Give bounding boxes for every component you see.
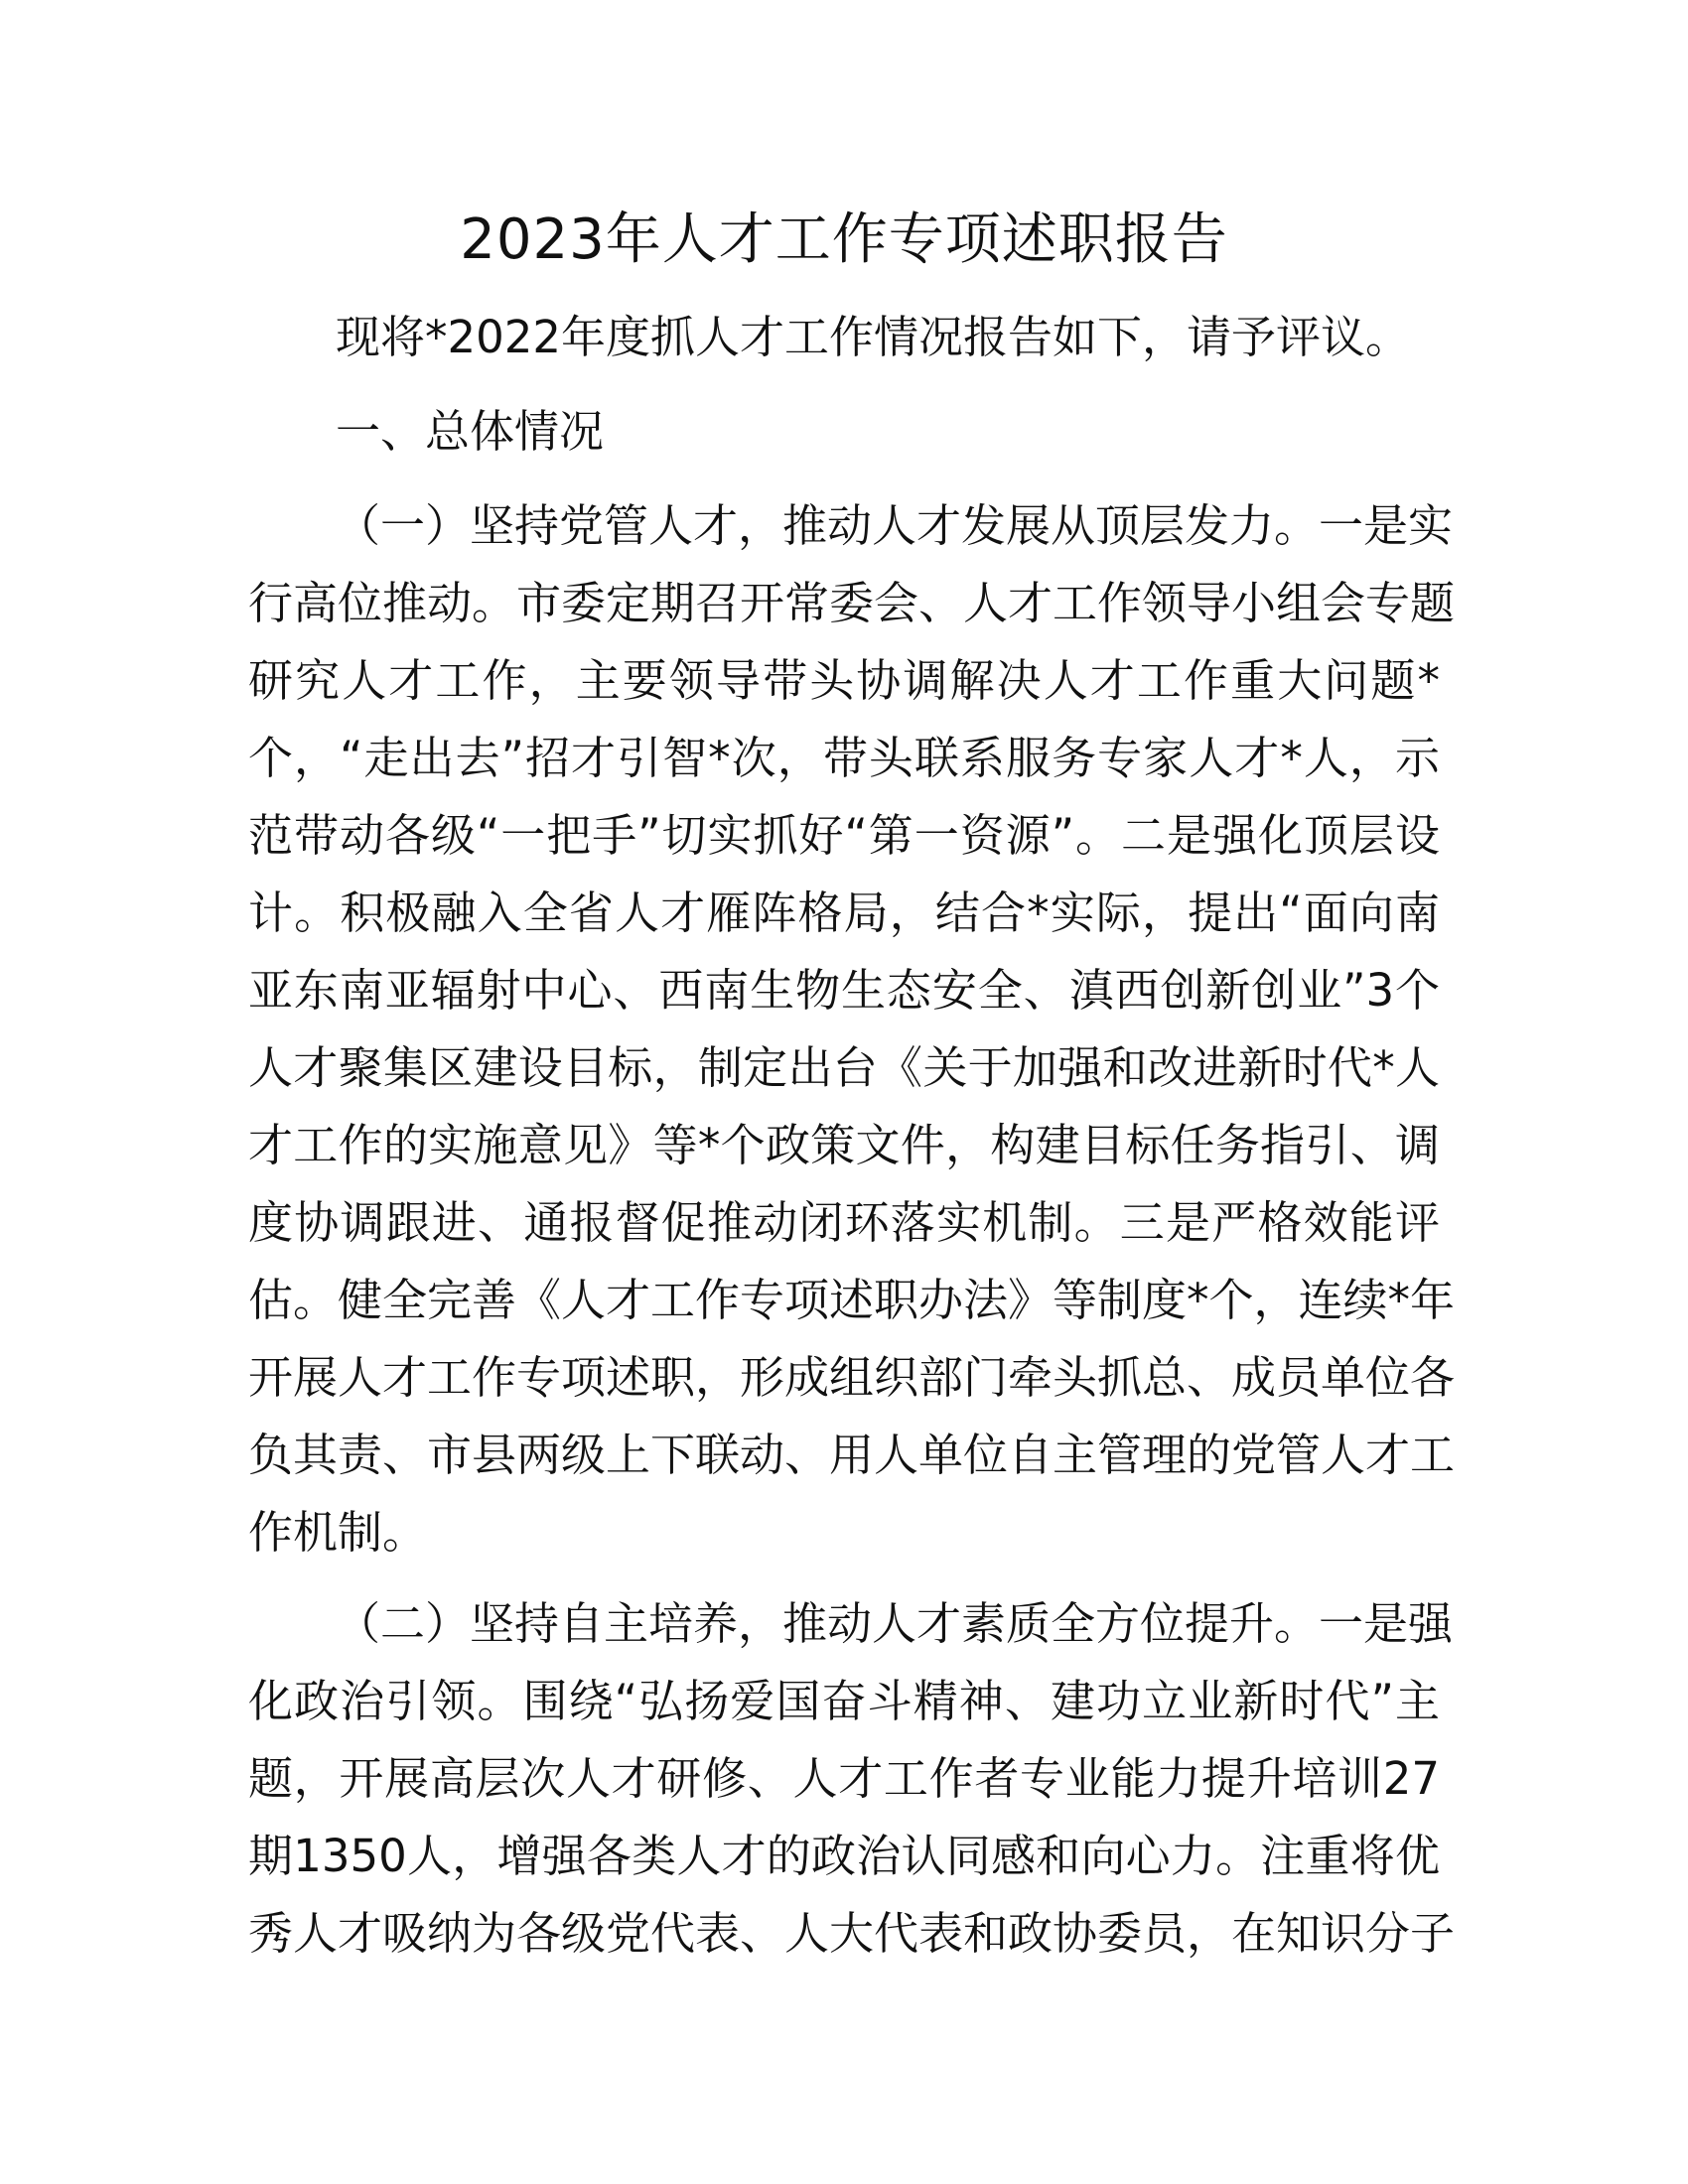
paragraph-line: 负其责、市县两级上下联动、用人单位自主管理的党管人才工: [248, 1429, 1456, 1481]
paragraph-line: 范带动各级“一把手”切实抓好“第一资源”。二是强化顶层设: [248, 809, 1440, 862]
section-heading: 一、总体情况: [336, 405, 605, 458]
paragraph-line: 作机制。: [248, 1506, 428, 1559]
paragraph-line: 计。积极融入全省人才雁阵格局，结合*实际，提出“面向南: [248, 887, 1440, 939]
document-title: 2023年人才工作专项述职报告: [460, 207, 1228, 272]
paragraph-line: 个，“走出去”招才引智*次，带头联系服务专家人才*人，示: [248, 732, 1440, 784]
paragraph-line: 开展人才工作专项述职，形成组织部门牵头抓总、成员单位各: [248, 1351, 1456, 1404]
paragraph-line: 期1350人，增强各类人才的政治认同感和向心力。注重将优: [248, 1830, 1440, 1882]
paragraph-line: 题，开展高层次人才研修、人才工作者专业能力提升培训27: [248, 1752, 1440, 1805]
paragraph-line: 研究人才工作，主要领导带头协调解决人才工作重大问题*: [248, 654, 1440, 707]
paragraph-line: 人才聚集区建设目标，制定出台《关于加强和改进新时代*人: [248, 1041, 1440, 1094]
paragraph-line: 行高位推动。市委定期召开常委会、人才工作领导小组会专题: [248, 577, 1456, 629]
intro-paragraph: 现将*2022年度抓人才工作情况报告如下，请予评议。: [336, 311, 1411, 363]
paragraph-line: 亚东南亚辐射中心、西南生物生态安全、滇西创新创业”3个: [248, 964, 1440, 1017]
paragraph-line: 估。健全完善《人才工作专项述职办法》等制度*个，连续*年: [248, 1274, 1456, 1326]
paragraph-line: （一）坚持党管人才，推动人才发展从顶层发力。一是实: [336, 499, 1454, 552]
paragraph-line: 化政治引领。围绕“弘扬爱国奋斗精神、建功立业新时代”主: [248, 1675, 1440, 1727]
paragraph-line: 度协调跟进、通报督促推动闭环落实机制。三是严格效能评: [248, 1196, 1440, 1249]
paragraph-line: 才工作的实施意见》等*个政策文件，构建目标任务指引、调: [248, 1119, 1440, 1171]
paragraph-line: 秀人才吸纳为各级党代表、人大代表和政协委员，在知识分子: [248, 1907, 1456, 1960]
paragraph-line: （二）坚持自主培养，推动人才素质全方位提升。一是强: [336, 1597, 1454, 1650]
